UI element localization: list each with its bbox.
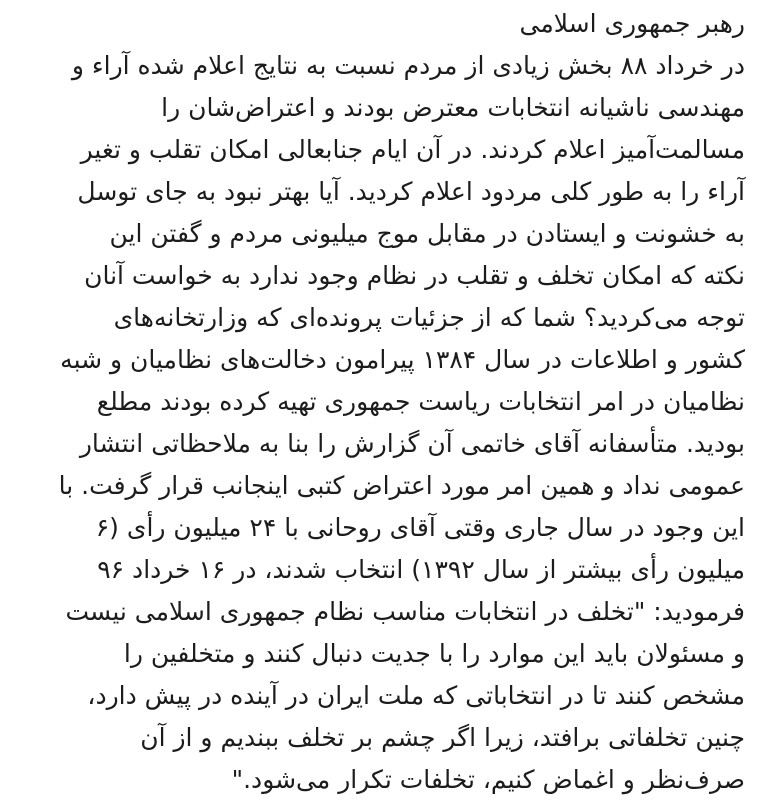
text-line: کشور و اطلاعات در سال ۱۳۸۴ پیرامون دخالت‌های نظامیان و شبه [60,345,745,374]
text-line: آراء را به طور کلی مردود اعلام کردید. آیا بهتر نبود به جای توسل [77,177,745,206]
text-line: نکته که امکان تخلف و تقلب در نظام وجود ندارد به خواست آنان [84,261,745,290]
text-line: نظامیان در امر انتخابات ریاست جمهوری تهیه کرده بودند مطلع [96,387,745,416]
text-line: و مسئولان باید این موارد را با جدیت دنبال کنند و متخلفین را [123,639,745,668]
text-line: مشخص کنند تا در انتخاباتی که ملت ایران در آینده در پیش دارد، [87,681,745,710]
text-line: به خشونت و ایستادن در مقابل موج میلیونی مردم و گفتن این [109,219,745,248]
text-line: بودید. متأسفانه آقای خاتمی آن گزارش را بنا به ملاحظاتی انتشار [79,429,745,458]
text-line: در خرداد ۸۸ بخش زیادی از مردم نسبت به نتایج اعلام شده آراء و [71,51,745,80]
text-line: عمومی نداد و همین امر مورد اعتراض کتبی اینجانب قرار گرفت. با [58,471,745,500]
text-line: صرف‌نظر و اغماض کنیم، تخلفات تکرار می‌شود." [231,765,745,794]
text-line: میلیون رأی بیشتر از سال ۱۳۹۲) انتخاب شدند، در ۱۶ خرداد ۹۶ [97,555,745,584]
text-line: چنین تخلفاتی برافتد، زیرا اگر چشم بر تخلف ببندیم و از آن [140,723,745,752]
text-line: این وجود در سال جاری وقتی آقای روحانی با ۲۴ میلیون رأی (۶ [95,513,745,542]
text-line: فرمودید: "تخلف در انتخابات مناسب نظام جمهوری اسلامی نیست [65,597,745,626]
text-line: رهبر جمهوری اسلامی [519,9,745,38]
text-line: توجه می‌کردید؟ شما که از جزئیات پرونده‌ای که وزارتخانه‌های [113,303,745,332]
text-line: مهندسی ناشیانه انتخابات معترض بودند و اعتراض‌شان را [161,93,745,122]
text-line: مسالمت‌آمیز اعلام کردند. در آن ایام جنابعالی امکان تقلب و تغیر [80,135,745,164]
